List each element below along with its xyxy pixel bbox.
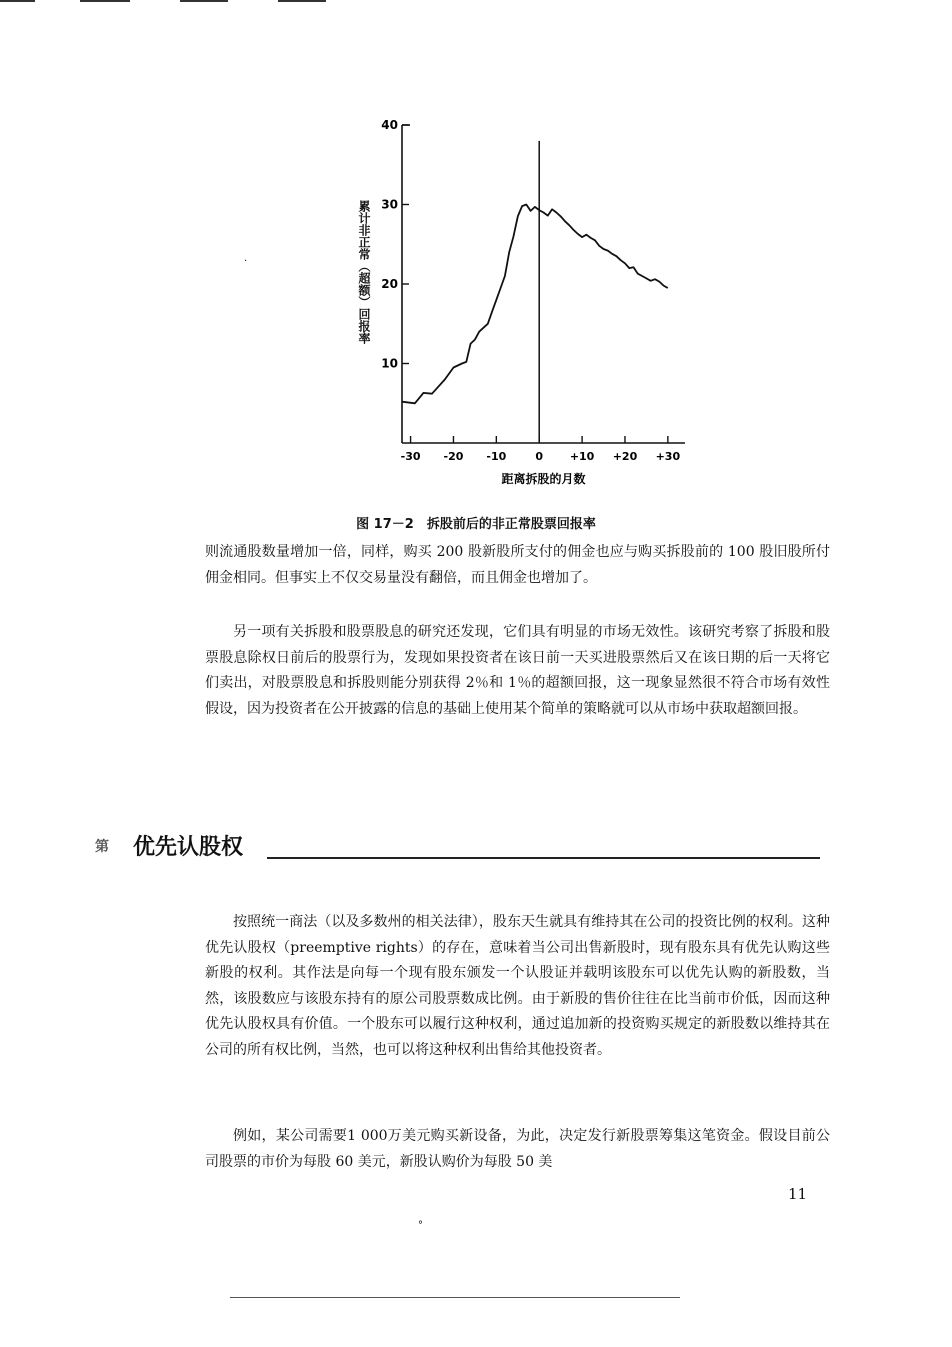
section-title: 优先认股权 (133, 835, 244, 860)
paragraph: 按照统一商法（以及多数州的相关法律），股东天生就具有维持其在公司的投资比例的权利。这种优先认股权（preemptive rights）的存在，意味着当公司出售新股时，现有股东具有优先认购这些新股的权利。其作法是向每一个现有股东颁发一个认股证并载明该股东可以优先认购的新股数，当然，该股数应与该股东持有的原公司股票数成比例。由于新股的售价往往在比当前市价低，因而这种优先认股权具有价值。一个股东可以履行这种权利，通过追加新的投资购买规定的新股数以维持其在公司的所有权比例，当然，也可以将这种权利出售给其他投资者。 (205, 914, 830, 1058)
line-chart (340, 115, 710, 495)
top-rule (0, 0, 35, 2)
x-tick-label: 0 (535, 450, 544, 463)
x-tick-label: -10 (486, 450, 507, 463)
x-tick-label: +10 (569, 450, 595, 463)
section-heading (95, 830, 820, 860)
y-tick-label: 10 (381, 356, 398, 371)
paragraph: 则流通股数量增加一倍，同样，购买 200 股新股所支付的佣金也应与购买拆股前的 100 股旧股所付佣金相同。但事实上不仅交易量没有翻倍，而且佣金也增加了。 (205, 544, 830, 586)
stray-mark: ° (418, 1220, 423, 1231)
return-series-line (402, 205, 668, 404)
x-axis-label: 距离拆股的月数 (501, 472, 586, 486)
bottom-rule (230, 1297, 680, 1298)
y-axis-label: 累计非正常（超额）回报率 (357, 200, 371, 344)
heading-rule (267, 857, 820, 859)
x-tick-label: +30 (655, 450, 681, 463)
figure-chart (340, 115, 710, 495)
stray-mark: · (244, 256, 248, 267)
paragraph: 另一项有关拆股和股票股息的研究还发现，它们具有明显的市场无效性。该研究考察了拆股和股票股息除权日前后的股票行为，发现如果投资者在该日前一天买进股票然后又在该日期的后一天将它们卖出，对股票股息和拆股则能分别获得 2％和 1％的超额回报，这一现象显然很不符合市场有效性假设，因为投资者在公开披露的信息的基础上使用某个简单的策略就可以从市场中获取超额回报。 (205, 624, 830, 717)
top-rule (278, 0, 326, 2)
section-marker: 第 (95, 839, 109, 855)
y-tick-label: 20 (381, 277, 398, 291)
x-tick-label: -30 (400, 450, 421, 463)
top-rule (180, 0, 228, 2)
top-rule (80, 0, 130, 2)
y-tick-label: 30 (381, 197, 398, 212)
x-tick-label: -20 (443, 450, 464, 463)
figure-caption: 图 17－2 拆股前后的非正常股票回报率 (356, 517, 596, 532)
paragraph: 例如，某公司需要1 000万美元购买新设备，为此，决定发行新股票筹集这笔资金。假设目前公司股票的市价为每股 60 美元，新股认购价为每股 50 美 (205, 1128, 830, 1170)
x-tick-label: +20 (612, 450, 638, 463)
y-tick-label: 40 (381, 118, 398, 132)
page-number: 11 (788, 1185, 808, 1203)
